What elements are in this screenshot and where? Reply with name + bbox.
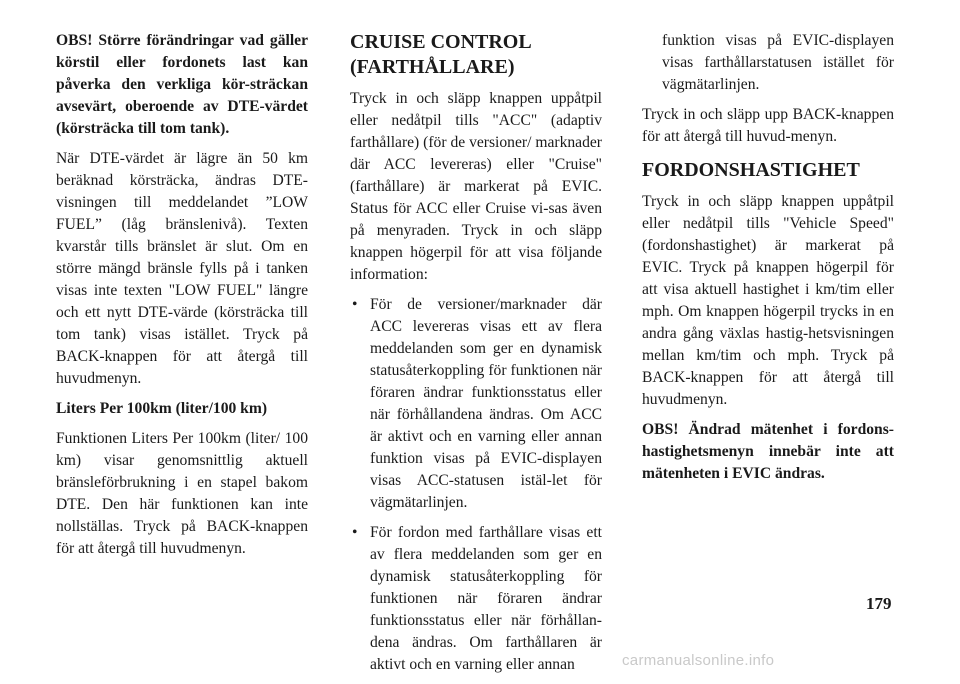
- column-left: [56, 30, 308, 568]
- back-button-paragraph: Tryck in och släpp upp BACK-knappen för att återgå till huvud-menyn.: [642, 106, 894, 145]
- dte-low-fuel-paragraph: När DTE-värdet är lägre än 50 km beräknad körsträcka, ändras DTE-visningen till meddelandet ”LOW FUEL” (låg bränslenivå). Texten kvarstår tills bränslet är slut. Om en större mängd bränsle fylls på i tanken visas inte texten "LOW FUEL" längre och ett nytt DTE-värde (körsträcka till tom tank) visas istället. Tryck på BACK-knappen för att återgå till huvudmenyn.: [56, 150, 308, 387]
- vehicle-speed-paragraph: Tryck in och släpp knappen uppåtpil eller nedåtpil tills "Vehicle Speed" (fordonshastighet) är markerat på EVIC. Tryck på knappen högerpil för att visa aktuell hastighet i km/tim eller mph. Om knappen högerpil trycks in en andra gång växlas hastig-hetsvisningen mellan km/tim och mph. Tryck på BACK-knappen för att återgå till huvudmenyn.: [642, 193, 894, 408]
- cruise-control-heading: CRUISE CONTROL (FARTHÅLLARE): [350, 31, 531, 78]
- obs-note-unit: OBS! Ändrad mätenhet i fordons-hastighetsmenyn innebär inte att mätenheten i EVIC ändras.: [642, 421, 894, 482]
- cruise-control-intro: Tryck in och släpp knappen uppåtpil eller nedåtpil tills "ACC" (adaptiv farthållare) (för de versioner/ marknader där ACC levereras) eller "Cruise" (farthållare) är markerat på EVIC. Status för ACC eller Cruise vi-sas även på menyraden. Tryck in och släpp knappen högerpil för att visa följande information:: [350, 90, 602, 283]
- vehicle-speed-heading: FORDONSHASTIGHET: [642, 159, 860, 181]
- column-right: [642, 30, 894, 493]
- list-item-continuation: funktion visas på EVIC-displayen visas farthållarstatusen istället för vägmätarlinjen.: [662, 32, 894, 93]
- page-number: 179: [866, 594, 892, 613]
- obs-note-driving-style: OBS! Större förändringar vad gäller körstil eller fordonets last kan påverka den verkliga kör-sträckan avsevärt, oberoende av DTE-värdet (körsträcka till tom tank).: [56, 32, 308, 137]
- list-item-acc: • För de versioner/marknader där ACC levereras visas ett av flera meddelanden som ger en dynamisk statusåterkoppling för funktionen när föraren ändrar funktionsstatus eller när förhållandena ändras. Om ACC är aktivt och en varning eller annan funktion visas på EVIC-displayen visas ACC-statusen istäl-let för vägmätarlinjen.: [350, 294, 602, 514]
- column-middle: [350, 30, 602, 684]
- list-item-cruise: • För fordon med farthållare visas ett av flera meddelanden som ger en dynamisk statusåterkoppling för funktionen när föraren ändrar funktionsstatus eller när förhållan-dena ändras. Om farthållaren är aktivt och en varning eller annan: [350, 522, 602, 676]
- liters-per-100km-heading: Liters Per 100km (liter/100 km): [56, 400, 268, 417]
- watermark: carmanualsonline.info: [622, 652, 775, 669]
- cruise-info-list: [350, 294, 602, 676]
- liters-per-100km-paragraph: Funktionen Liters Per 100km (liter/ 100 km) visar genomsnittlig aktuell bränsleförbrukning i en stapel bakom DTE. Den här funktionen kan inte nollställas. Tryck på BACK-knappen för att återgå till huvudmenyn.: [56, 430, 308, 557]
